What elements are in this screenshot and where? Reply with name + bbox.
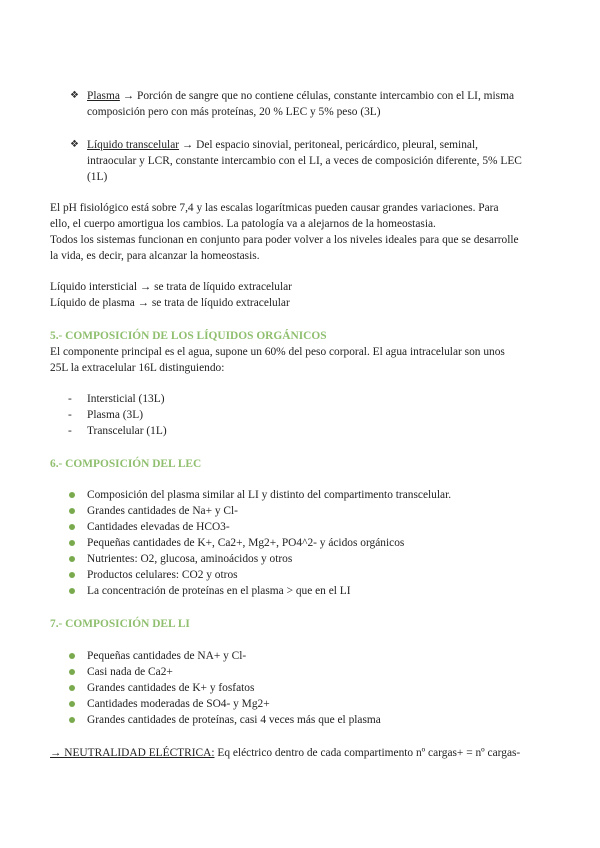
bullet-dot-icon (69, 701, 75, 707)
plasma-line-1 (87, 88, 547, 104)
list-item: - Intersticial (13L) (50, 391, 167, 407)
section-5-line-2: 25L la extracelular 16L distinguiendo: (50, 362, 225, 374)
transcellular-item (70, 137, 547, 185)
neutrality-line (50, 745, 560, 761)
transcellular-line-2: intraocular y LCR, constante intercambio con el LI, a veces de composición diferente, 5% LEC (87, 155, 522, 167)
list-item: Cantidades moderadas de SO4- y Mg2+ (50, 696, 381, 712)
list-item: - Transcelular (1L) (50, 423, 167, 439)
ph-paragraph (50, 200, 560, 264)
bullet-dot-icon (69, 669, 75, 675)
plasma-line-2: composición pero con más proteínas, 20 % LEC y 5% peso (3L) (87, 106, 381, 118)
section-5-paragraph (50, 344, 560, 376)
section-6-heading: 6.- COMPOSICIÓN DEL LEC (50, 458, 202, 470)
plasma-liquid-line: Líquido de plasma → se trata de líquido extracelular (50, 297, 290, 309)
list-item: Productos celulares: CO2 y otros (50, 567, 451, 583)
list-item: Casi nada de Ca2+ (50, 664, 381, 680)
ph-line-4: la vida, es decir, para alcanzar la homeostasis. (50, 250, 260, 262)
list-item: La concentración de proteínas en el plasma > que en el LI (50, 583, 451, 599)
neutrality-label: → NEUTRALIDAD ELÉCTRICA: (50, 747, 215, 759)
bullet-dot-icon (69, 492, 75, 498)
transcellular-term: Líquido transcelular (87, 139, 180, 151)
list-item: Grandes cantidades de proteínas, casi 4 veces más que el plasma (50, 712, 381, 728)
transcellular-text-1: Del espacio sinovial, peritoneal, pericárdico, pleural, seminal, (196, 139, 478, 151)
transcellular-line-3: (1L) (87, 171, 108, 183)
diamond-bullet-icon: ❖ (70, 139, 79, 150)
diamond-bullet-icon: ❖ (70, 90, 79, 101)
list-item: Cantidades elevadas de HCO3- (50, 519, 451, 535)
section-5-list (50, 391, 167, 439)
ph-line-3: Todos los sistemas funcionan en conjunto para poder volver a los niveles ideales para que se desarrolle (50, 234, 519, 246)
list-item: Pequeñas cantidades de NA+ y Cl- (50, 648, 381, 664)
section-7-list (50, 648, 381, 728)
list-item: Pequeñas cantidades de K+, Ca2+, Mg2+, PO4^2- y ácidos orgánicos (50, 535, 451, 551)
bullet-dot-icon (69, 508, 75, 514)
neutrality-text: Eq eléctrico dentro de cada compartimento nº cargas+ = nº cargas- (214, 747, 521, 759)
list-item: Grandes cantidades de K+ y fosfatos (50, 680, 381, 696)
bullet-dot-icon (69, 717, 75, 723)
section-7-heading: 7.- COMPOSICIÓN DEL LI (50, 618, 190, 630)
plasma-text-1: Porción de sangre que no contiene células, constante intercambio con el LI, misma (137, 90, 515, 102)
arrow: → (119, 90, 137, 102)
plasma-term: Plasma (87, 90, 120, 102)
bullet-dot-icon (69, 524, 75, 530)
list-item: Nutrientes: O2, glucosa, aminoácidos y otros (50, 551, 451, 567)
ph-line-1: El pH fisiológico está sobre 7,4 y las escalas logarítmicas pueden causar grandes variaciones. Para (50, 202, 499, 214)
bullet-dot-icon (69, 653, 75, 659)
transcellular-line-1 (87, 137, 547, 153)
arrow: → (179, 139, 197, 151)
bullet-dot-icon (69, 572, 75, 578)
section-5-heading: 5.- COMPOSICIÓN DE LOS LÍQUIDOS ORGÁNICOS (50, 330, 327, 342)
bullet-dot-icon (69, 588, 75, 594)
interstitial-line: Líquido intersticial → se trata de líquido extracelular (50, 281, 292, 293)
plasma-item (70, 88, 547, 120)
bullet-dot-icon (69, 685, 75, 691)
bullet-dot-icon (69, 556, 75, 562)
section-5-line-1: El componente principal es el agua, supone un 60% del peso corporal. El agua intracelular son unos (50, 346, 505, 358)
list-item: Grandes cantidades de Na+ y Cl- (50, 503, 451, 519)
section-6-list (50, 487, 451, 599)
list-item: Composición del plasma similar al LI y distinto del compartimento transcelular. (50, 487, 451, 503)
liquid-lines (50, 279, 560, 311)
bullet-dot-icon (69, 540, 75, 546)
ph-line-2: ello, el cuerpo amortigua los cambios. La patología va a alejarnos de la homeostasia. (50, 218, 436, 230)
list-item: - Plasma (3L) (50, 407, 167, 423)
